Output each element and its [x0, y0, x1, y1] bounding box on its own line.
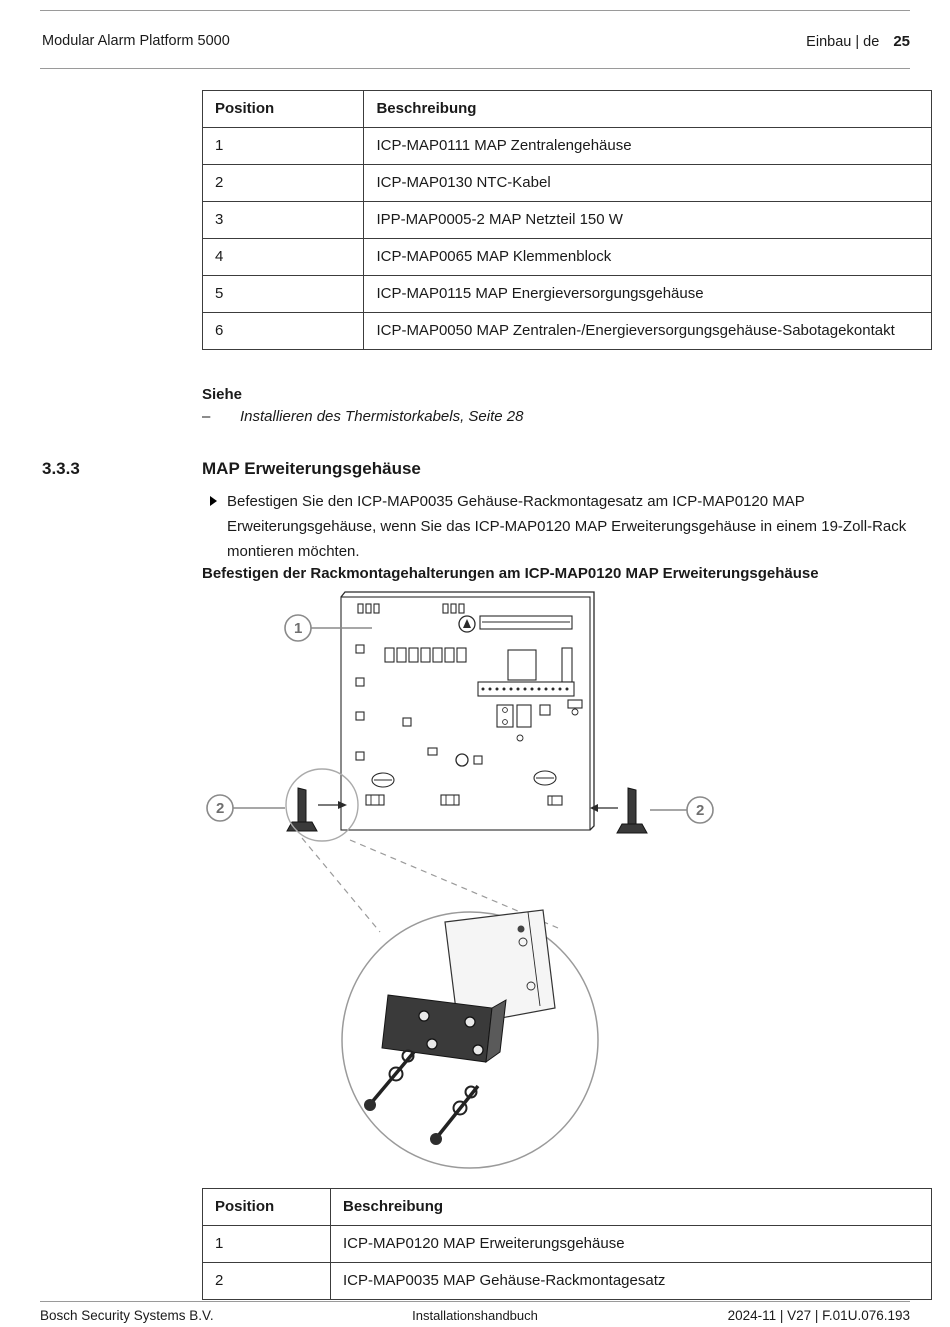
chapter-label: Einbau | de [806, 34, 880, 50]
footer-version: 2024-11 | V27 | F.01U.076.193 [727, 1308, 910, 1323]
table-row [203, 1226, 932, 1263]
section-heading: MAP Erweiterungsgehäuse [202, 459, 421, 478]
cell-position: 2 [203, 165, 364, 202]
header-rule-top [40, 10, 910, 11]
cell-description: ICP-MAP0115 MAP Energieversorgungsgehäuse [364, 276, 932, 313]
column-header-position: Position [203, 91, 364, 128]
table-row [203, 239, 932, 276]
components-table [202, 90, 932, 350]
cell-description: ICP-MAP0065 MAP Klemmenblock [364, 239, 932, 276]
table-row [203, 276, 932, 313]
cell-position: 1 [203, 128, 364, 165]
table-row [203, 202, 932, 239]
cell-position: 3 [203, 202, 364, 239]
table-header-row [203, 91, 932, 128]
cell-description: ICP-MAP0111 MAP Zentralengehäuse [364, 128, 932, 165]
cell-description: IPP-MAP0005-2 MAP Netzteil 150 W [364, 202, 932, 239]
table-row [203, 165, 932, 202]
callout-2-left [207, 795, 285, 821]
column-header-position: Position [203, 1189, 331, 1226]
callout-2-left-label: 2 [216, 800, 225, 817]
cross-reference-link[interactable]: Installieren des Thermistorkabels, Seite 28 [240, 408, 524, 425]
section-number: 3.3.3 [42, 459, 80, 478]
cell-position: 6 [203, 313, 364, 350]
header-rule-bottom [40, 68, 910, 69]
cell-position: 5 [203, 276, 364, 313]
document-title: Modular Alarm Platform 5000 [42, 33, 230, 49]
callout-2-right [650, 797, 713, 823]
see-also-block [202, 386, 523, 425]
zoom-detail [342, 910, 598, 1168]
page-number: 25 [893, 33, 910, 50]
bracket-right [590, 788, 647, 833]
header-right [806, 33, 910, 50]
column-header-description: Beschreibung [364, 91, 932, 128]
instruction-bullet [210, 489, 932, 564]
table-row [203, 313, 932, 350]
column-header-description: Beschreibung [331, 1189, 932, 1226]
cell-description: ICP-MAP0035 MAP Gehäuse-Rackmontagesatz [331, 1263, 932, 1300]
cell-position: 4 [203, 239, 364, 276]
figure-caption: Befestigen der Rackmontagehalterungen am ICP-MAP0120 MAP Erweiterungsgehäuse [202, 565, 819, 582]
table-header-row [203, 1189, 932, 1226]
instruction-text: Befestigen Sie den ICP-MAP0035 Gehäuse-Rackmontagesatz am ICP-MAP0120 MAP Erweiterungsgehäuse, wenn Sie das ICP-MAP0120 MAP Erweiterungsgehäuse in einem 19-Zoll-Rack montieren möchten. [227, 493, 907, 560]
bullet-triangle-icon [210, 496, 217, 506]
table-row [203, 128, 932, 165]
enclosure-drawing [341, 592, 594, 830]
callout-1-label: 1 [294, 620, 303, 637]
table-row [203, 1263, 932, 1300]
see-also-title: Siehe [202, 386, 243, 403]
cell-position: 2 [203, 1263, 331, 1300]
callout-2-right-label: 2 [696, 802, 705, 819]
cell-description: ICP-MAP0050 MAP Zentralen-/Energieversorgungsgehäuse-Sabotagekontakt [364, 313, 932, 350]
footer-company: Bosch Security Systems B.V. [40, 1308, 214, 1323]
figure-diagram [0, 588, 950, 1188]
expansion-table [202, 1188, 932, 1300]
footer-doc-title: Installationshandbuch [412, 1308, 538, 1323]
footer-rule [40, 1301, 910, 1302]
cell-description: ICP-MAP0130 NTC-Kabel [364, 165, 932, 202]
cell-description: ICP-MAP0120 MAP Erweiterungsgehäuse [331, 1226, 932, 1263]
cell-position: 1 [203, 1226, 331, 1263]
list-dash: – [202, 408, 211, 425]
